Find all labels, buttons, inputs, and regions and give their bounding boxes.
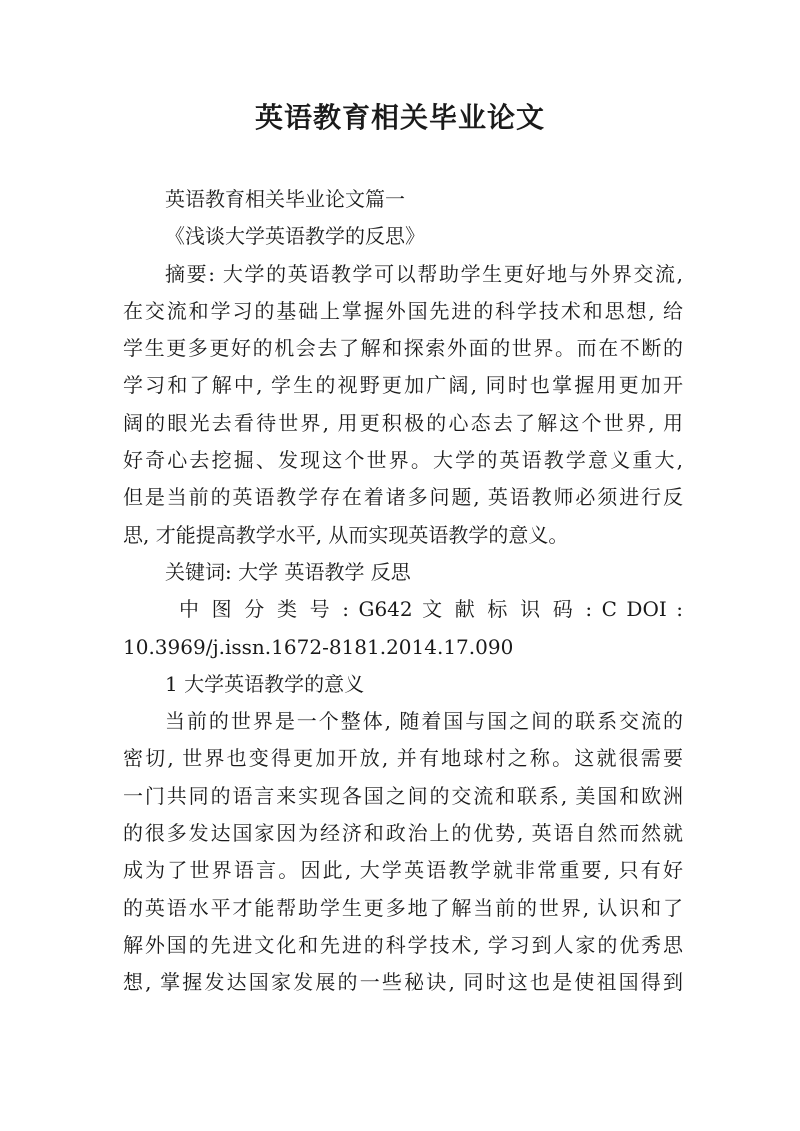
section-1-heading: 1 大学英语教学的意义: [165, 671, 365, 696]
document-body: [123, 181, 683, 1002]
paragraph-line: 的很多发达国家因为经济和政治上的优势, 英语自然而然就: [123, 821, 683, 846]
abstract-line: 但是当前的英语教学存在着诸多问题, 英语教师必须进行反: [123, 485, 683, 510]
document-title: 英语教育相关毕业论文: [254, 101, 545, 134]
abstract-line: 学习和了解中, 学生的视野更加广阔, 同时也掌握用更加开: [123, 373, 683, 398]
abstract-line: 阔的眼光去看待世界, 用更积极的心态去了解这个世界, 用: [123, 410, 683, 435]
abstract-line: 摘要: 大学的英语教学可以帮助学生更好地与外界交流,: [165, 261, 683, 286]
paragraph-line: 的英语水平才能帮助学生更多地了解当前的世界, 认识和了: [123, 895, 683, 920]
paragraph-line: 密切, 世界也变得更加开放, 并有地球村之称。这就很需要: [123, 746, 683, 771]
abstract-line: 好奇心去挖掘、发现这个世界。大学的英语教学意义重大,: [123, 448, 683, 473]
doi-line: 10.3969/j.issn.1672-8181.2014.17.090: [123, 634, 514, 659]
keywords-line: 关键词: 大学 英语教学 反思: [165, 559, 411, 584]
abstract-line: 学生更多更好的机会去了解和探索外面的世界。而在不断的: [123, 336, 683, 361]
paragraph-line: 解外国的先进文化和先进的科学技术, 学习到人家的优秀思: [123, 932, 683, 957]
classification-line: 中 图 分 类 号 : G642 文 献 标 识 码 : C DOI :: [179, 597, 683, 622]
section-heading: 英语教育相关毕业论文篇一: [165, 187, 405, 211]
article-title: 《浅谈大学英语教学的反思》: [165, 224, 425, 249]
paragraph-line: 一门共同的语言来实现各国之间的交流和联系, 美国和欧洲: [123, 783, 683, 808]
paragraph-line: 当前的世界是一个整体, 随着国与国之间的联系交流的: [165, 709, 683, 734]
abstract-line: 思, 才能提高教学水平, 从而实现英语教学的意义。: [123, 522, 569, 547]
paragraph-line: 想, 掌握发达国家发展的一些秘诀, 同时这也是使祖国得到: [123, 970, 683, 995]
abstract-line: 在交流和学习的基础上掌握外国先进的科学技术和思想, 给: [123, 298, 683, 323]
paragraph-line: 成为了世界语言。因此, 大学英语教学就非常重要, 只有好: [123, 858, 683, 883]
